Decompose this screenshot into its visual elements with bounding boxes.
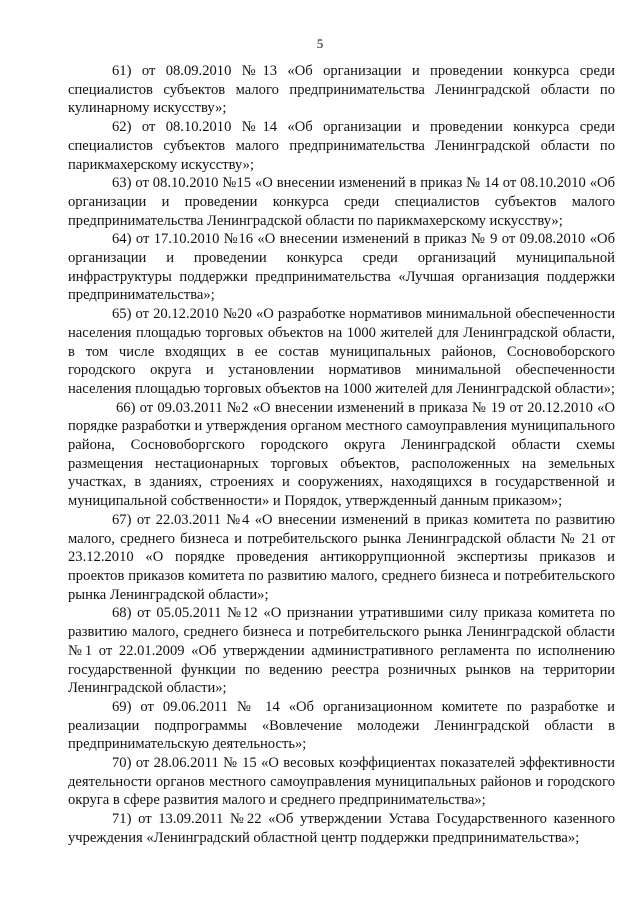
page-number: 5: [316, 36, 324, 51]
list-item: 65) от 20.12.2010 №20 «О разработке нормативов минимальной обеспеченности населения площадью торговых объектов на 1000 жителей для Ленинградской области, в том числе входящих в ее состав муниципальных районов, Сосновоборского городского округа и установлении нормативов минимальной обеспеченности населения площадью торговых объектов на 1000 жителей для Ленинградской области»;: [68, 306, 615, 397]
list-item: 62) от 08.10.2010 №14 «Об организации и проведении конкурса среди специалистов субъектов малого предпринимательства Ленинградской области по парикмахерскому искусству»;: [68, 119, 615, 173]
list-item: 67) от 22.03.2011 №4 «О внесении изменений в приказ комитета по развитию малого, среднего бизнеса и потребительского рынка Ленинградской области № 21 от 23.12.2010 «О порядке проведения антикоррупционной экспертизы приказов и проектов приказов комитета по развитию малого, среднего бизнеса и потребительского рынка Ленинградской области»;: [68, 511, 615, 603]
list-item: 63) от 08.10.2010 №15 «О внесении изменений в приказ № 14 от 08.10.2010 «Об организации и проведении конкурса среди специалистов субъектов малого предпринимательства Ленинградской области по парикмахерскому искусству»;: [68, 175, 615, 229]
list-item: 61) от 08.09.2010 №13 «Об организации и проведении конкурса среди специалистов субъектов малого предпринимательства Ленинградской области по кулинарному искусству»;: [68, 63, 615, 117]
list-item: 70) от 28.06.2011 № 15 «О весовых коэффициентах показателей эффективности деятельности органов местного самоуправления муниципальных районов и городского округа в сфере развития малого и среднего предпринимательства»;: [68, 755, 615, 809]
list-item: 68) от 05.05.2011 №12 «О признании утратившими силу приказа комитета по развитию малого, среднего бизнеса и потребительского рынка Ленинградской области №1 от 22.01.2009 «Об утверждении административного регламента по исполнению государственной функции по ведению реестра розничных рынков на территории Ленинградской области»;: [68, 605, 615, 697]
document-body: [68, 62, 615, 848]
list-item: 71) от 13.09.2011 №22 «Об утверждении Устава Государственного казенного учреждения «Ленинградский областной центр поддержки предпринимательства»;: [68, 811, 615, 846]
list-item: 64) от 17.10.2010 №16 «О внесении изменений в приказ № 9 от 09.08.2010 «Об организации и проведении конкурса среди организаций муниципальной инфраструктуры поддержки предпринимательства «Лучшая организация поддержки предпринимательства»;: [68, 231, 615, 304]
list-item: 69) от 09.06.2011 № 14 «Об организационном комитете по разработке и реализации подпрограммы «Вовлечение молодежи Ленинградской области в предпринимательскую деятельность»;: [68, 698, 615, 753]
list-item: 66) от 09.03.2011 №2 «О внесении изменений в приказа № 19 от 20.12.2010 «О порядке разработки и утверждения органом местного самоуправления муниципального района, Сосновоборгского городского округа Ленинградской области схемы размещения нестационарных торговых объектов, расположенных на земельных участках, в зданиях, строениях и сооружениях, находящихся в государственной и муниципальной собственности» и Порядок, утвержденный данным приказом»;: [68, 399, 615, 510]
